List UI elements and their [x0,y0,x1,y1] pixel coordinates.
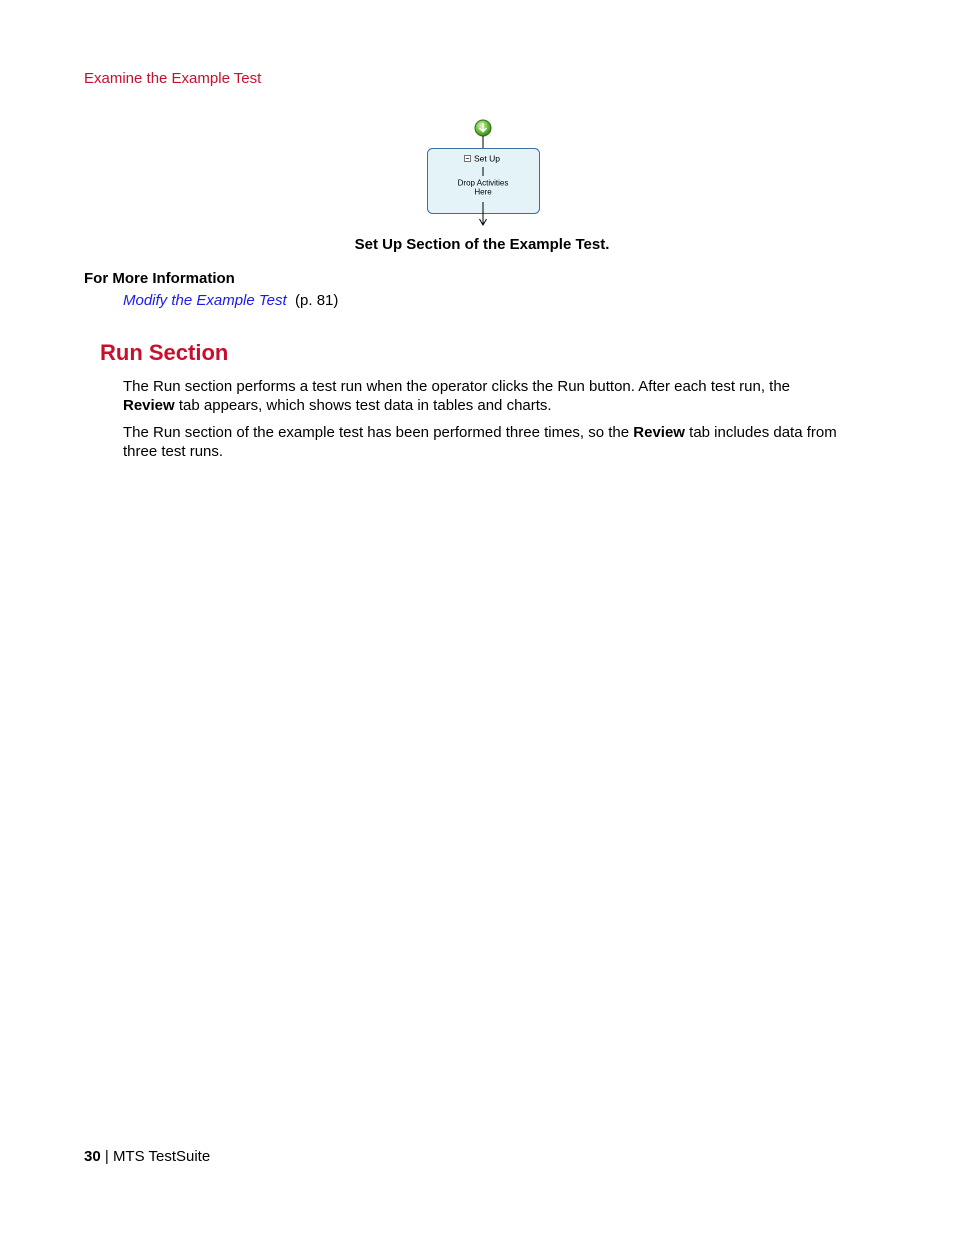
collapse-toggle-icon[interactable] [465,156,471,162]
figure-caption: Set Up Section of the Example Test. [354,236,610,253]
more-info-item [123,292,338,309]
activity-label: Set Up [474,153,500,164]
modify-example-test-link[interactable]: Modify the Example Test [123,292,287,309]
product-name: MTS TestSuite [112,1148,211,1165]
run-section-heading: Run Section [100,340,229,365]
start-node-icon [475,120,491,136]
page-footer [84,1148,210,1165]
drop-activities-line-1: Drop Activities [457,178,509,188]
run-section-paragraph-2: The Run section of the example test has been performed three times, so the Review tab includes data from three test runs. [123,424,837,460]
run-section-paragraph-1: The Run section performs a test run when the operator clicks the Run button. After each test run, the Review tab appears, which shows test data in tables and charts. [123,378,791,414]
review-tab-term: Review [123,396,175,414]
page-number: 30 [84,1148,101,1165]
drop-activities-line-2: Here [474,187,492,197]
footer-separator: | [104,1148,109,1165]
running-header: Examine the Example Test [84,70,262,87]
review-tab-term: Review [633,424,685,441]
page-reference: (p. 81) [295,292,339,309]
setup-section-figure [426,118,542,230]
more-info-heading: For More Information [84,270,235,287]
